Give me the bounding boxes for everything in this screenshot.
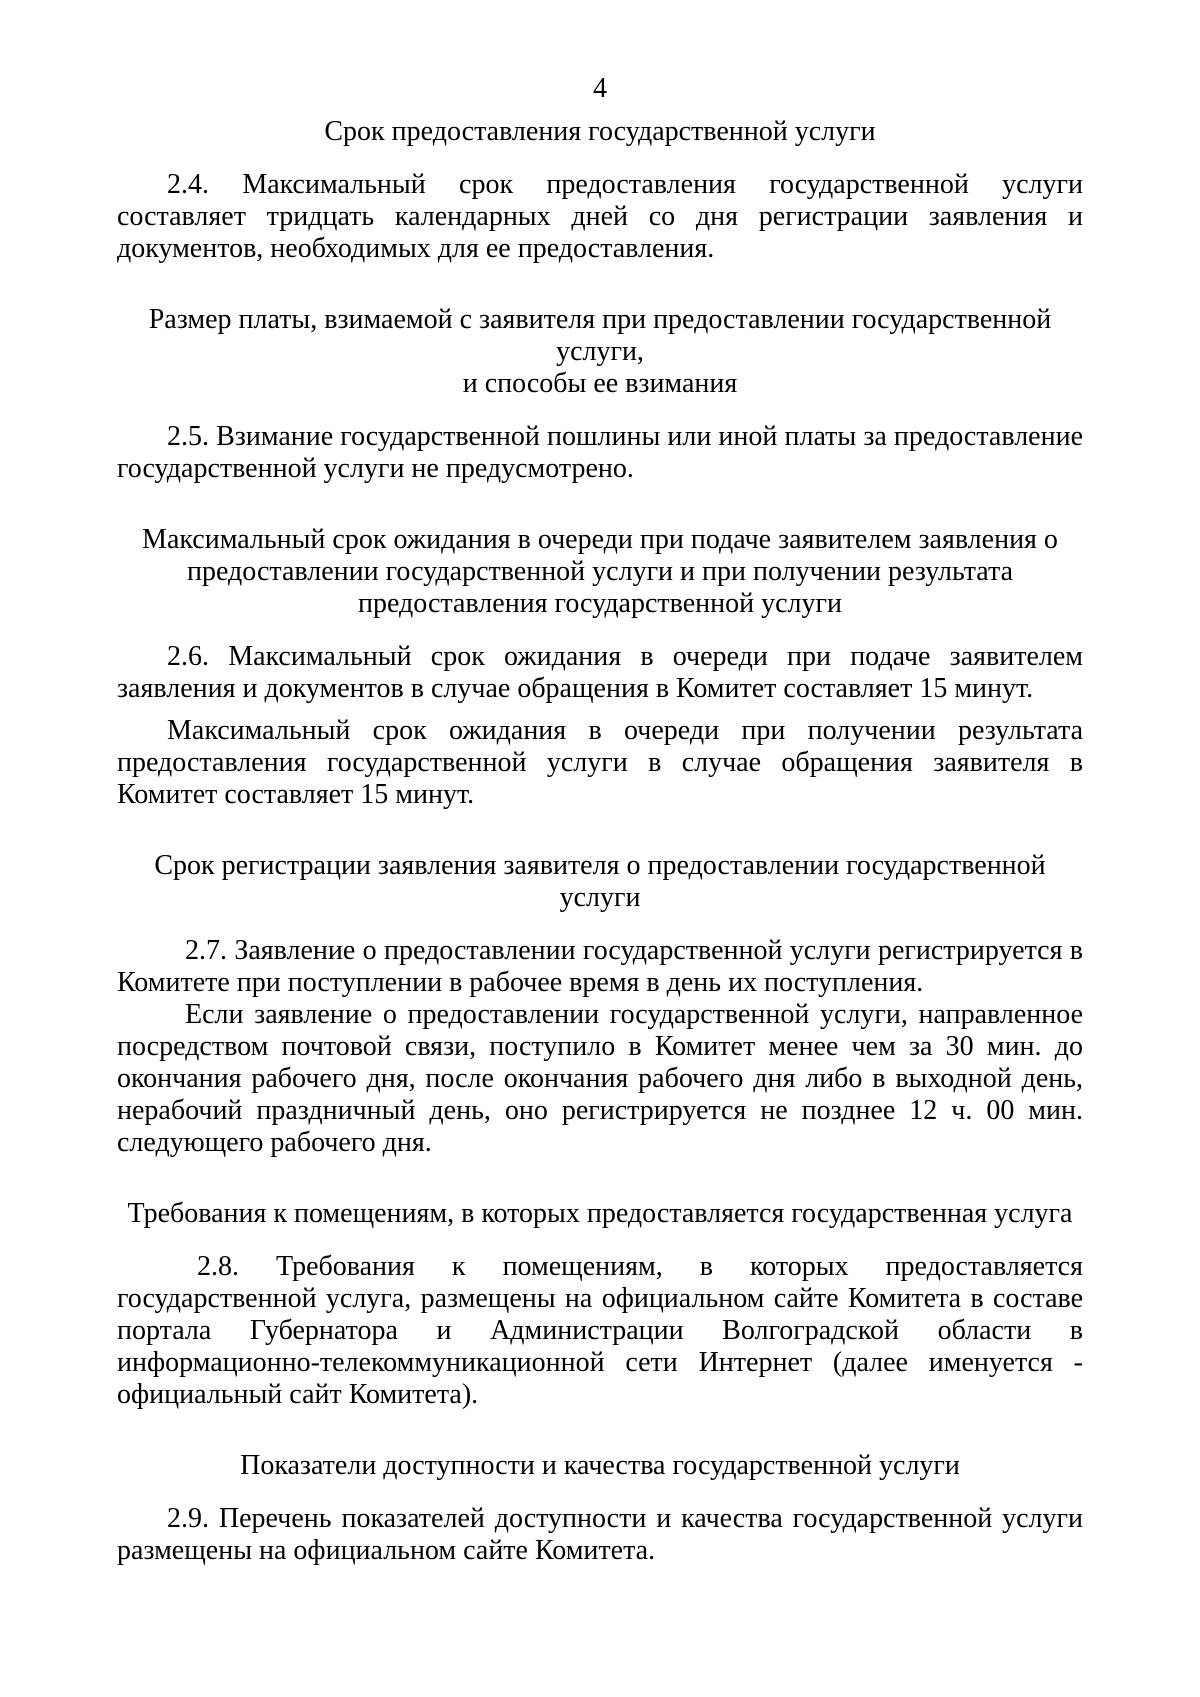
paragraph-2-7-mail: Если заявление о предоставлении государственной услуги, направленное посредством почтовой связи, поступило в Комитет менее чем за 30 мин. до окончания рабочего дня, после окончания рабочего дня либо в выходной день, нерабочий праздничный день, оно регистрируется не позднее 12 ч. 00 мин. следующего рабочего дня. (117, 999, 1083, 1158)
heading-line: Показатели доступности и качества государственной услуги (240, 1450, 960, 1481)
heading-line: предоставлении государственной услуги и при получении результата (186, 556, 1014, 587)
section-heading-registration (117, 850, 1083, 914)
heading-line: Максимальный срок ожидания в очереди при подаче заявителем заявления о (142, 524, 1058, 555)
section-heading-fee (117, 304, 1083, 400)
paragraph-2-6: 2.6. Максимальный срок ожидания в очереди при подаче заявителем заявления и документов в случае обращения в Комитет составляет 15 минут. (117, 641, 1083, 704)
heading-line: и способы ее взимания (462, 368, 738, 399)
paragraph-2-6-result: Максимальный срок ожидания в очереди при получении результата предоставления государственной услуги в случае обращения заявителя в Комитет составляет 15 минут. (117, 715, 1083, 810)
paragraph-2-4: 2.4. Максимальный срок предоставления государственной услуги составляет тридцать календарных дней со дня регистрации заявления и документов, необходимых для ее предоставления. (117, 169, 1083, 264)
heading-line: Срок предоставления государственной услуги (324, 116, 876, 147)
paragraph-2-5: 2.5. Взимание государственной пошлины или иной платы за предоставление государственной услуги не предусмотрено. (117, 421, 1083, 484)
paragraph-2-7: 2.7. Заявление о предоставлении государственной услуги регистрируется в Комитете при поступлении в рабочее время в день их поступления. (117, 935, 1083, 998)
heading-line: Требования к помещениям, в которых предоставляется государственная услуга (127, 1198, 1073, 1229)
document-body (117, 116, 1083, 1567)
section-heading-quality (117, 1450, 1083, 1482)
section-heading-queue (117, 524, 1083, 620)
page-number: 4 (593, 73, 607, 104)
section-heading-term (117, 116, 1083, 148)
paragraph-2-8: 2.8. Требования к помещениям, в которых предоставляется государственной услуга, размещены на официальном сайте Комитета в составе портала Губернатора и Администрации Волгоградской области в информационно-телекоммуникационной сети Интернет (далее именуется - официальный сайт Комитета). (117, 1251, 1083, 1410)
section-heading-premises (117, 1198, 1083, 1230)
heading-line: предоставления государственной услуги (358, 588, 842, 619)
heading-line: Срок регистрации заявления заявителя о предоставлении государственной услуги (154, 850, 1046, 913)
heading-line: Размер платы, взимаемой с заявителя при предоставлении государственной услуги, (148, 304, 1052, 367)
paragraph-2-9: 2.9. Перечень показателей доступности и качества государственной услуги размещены на официальном сайте Комитета. (117, 1503, 1083, 1566)
